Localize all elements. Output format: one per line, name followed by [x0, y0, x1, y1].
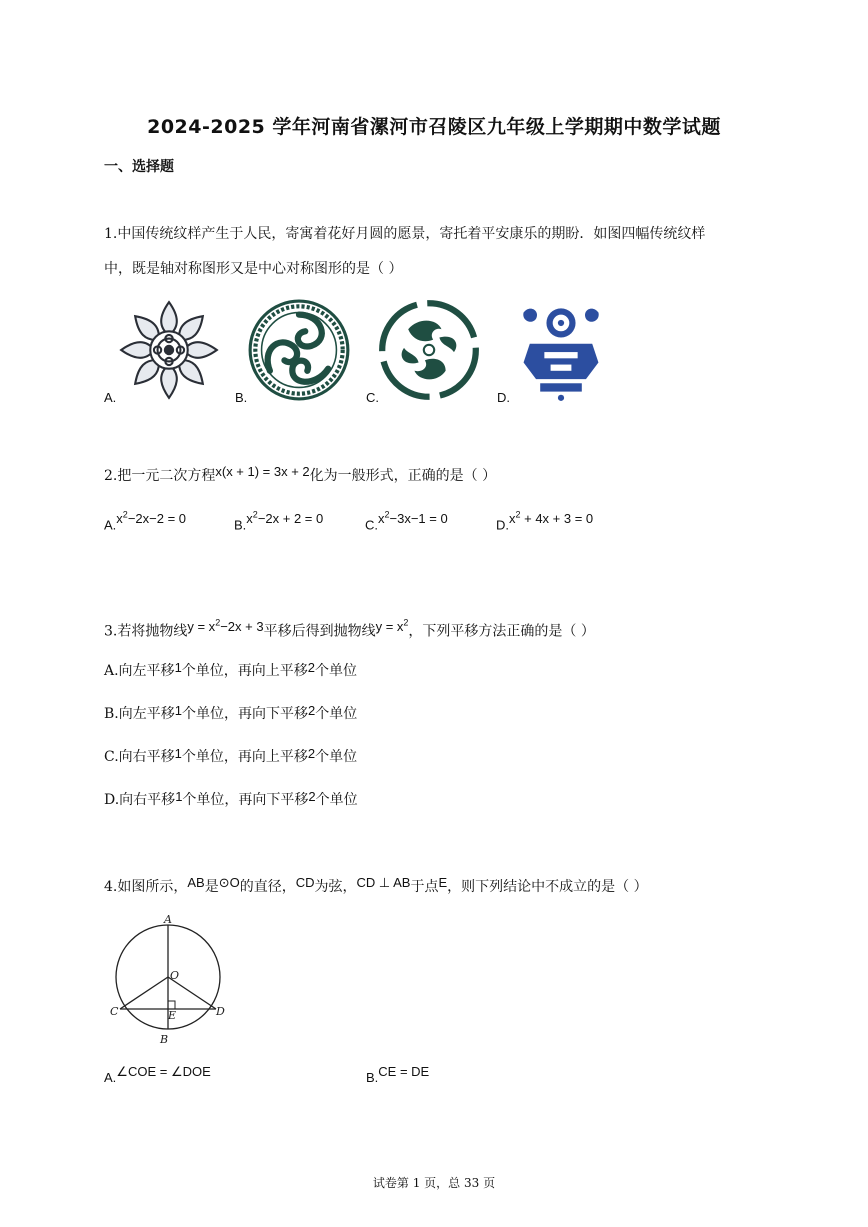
q4-option-a-text: ∠COE = ∠DOE	[116, 1064, 211, 1079]
section-heading: 一、选择题	[104, 159, 174, 175]
q2-option-d: $D.x^2 + 4x + 3 = 0$	[496, 510, 594, 533]
q2-option-a-label: A.	[104, 517, 117, 533]
swirl-pattern-icon	[247, 298, 351, 402]
q3-option-a: A.向左平移1个单位，再向上平移2个单位	[104, 660, 358, 679]
q3-option-c: C.向右平移1个单位，再向上平移2个单位	[104, 746, 358, 765]
q2-option-a: $A.x^2-2x-2 = 0$	[104, 510, 187, 533]
right-angle-mark	[168, 1001, 175, 1009]
blue-ornament-icon	[509, 298, 613, 402]
question-2-prefix: 2.把一元二次方程	[104, 468, 216, 484]
page-footer: 试卷第 1 页，总 33 页	[372, 1176, 496, 1190]
flower-medallion-icon	[377, 298, 481, 402]
segment-oc	[120, 977, 168, 1009]
label-c: C	[110, 1005, 119, 1018]
label-b: B	[160, 1033, 169, 1046]
q4-option-b	[366, 1064, 430, 1085]
q4-option-a-label: A.	[104, 1070, 117, 1085]
question-1-text-line1: 1.中国传统纹样产生于人民，寄寓着花好月圆的愿景，寄托着平安康乐的期盼．如图四幅传统纹样	[104, 226, 706, 242]
label-a: A	[164, 913, 172, 926]
q2-option-b: $B.x^2-2x + 2 = 0$	[234, 510, 324, 533]
question-4-text: 4.如图所示，AB是⊙O的直径，CD为弦，CD ⊥ AB于点E，则下列结论中不成立的是（ ）	[104, 875, 648, 895]
q3-option-d: D.向右平移1个单位，再向下平移2个单位	[104, 789, 358, 808]
label-o: O	[170, 969, 180, 982]
label-e: E	[168, 1009, 177, 1022]
question-2-equation: x(x + 1) = 3x + 2	[215, 464, 310, 479]
question-2-text	[104, 466, 496, 486]
question-1-text-line2: 中，既是轴对称图形又是中心对称图形的是（ ）	[104, 261, 403, 277]
question-2-suffix: 化为一般形式，正确的是（ ）	[309, 468, 497, 484]
q2-option-c-label: C.	[365, 517, 378, 533]
option-d-label: D.	[497, 390, 510, 405]
option-a-label: A.	[104, 390, 117, 405]
q2-option-c: $C.x^2-3x-1 = 0$	[365, 510, 448, 533]
q4-option-b-text: CE = DE	[378, 1064, 430, 1079]
page-title: 2024-2025 学年河南省漯河市召陵区九年级上学期期中数学试题	[147, 116, 721, 138]
option-c-label: C.	[366, 390, 379, 405]
q4-option-a	[104, 1064, 211, 1086]
q4-option-b-label: B.	[366, 1070, 379, 1085]
q3-option-b: B.向左平移1个单位，再向下平移2个单位	[104, 703, 358, 722]
lotus-pattern-icon	[117, 298, 221, 402]
label-d: D	[216, 1005, 225, 1018]
q2-option-b-label: B.	[234, 517, 247, 533]
circle-geometry-figure	[104, 912, 234, 1048]
q2-option-d-label: D.	[496, 517, 509, 533]
option-b-label: B.	[235, 390, 248, 405]
question-3-text: 3.若将抛物线$y = x^2-2x + 3$平移后得到抛物线$y = x^2$，下列平移方法正确的是（ ）	[104, 618, 595, 640]
